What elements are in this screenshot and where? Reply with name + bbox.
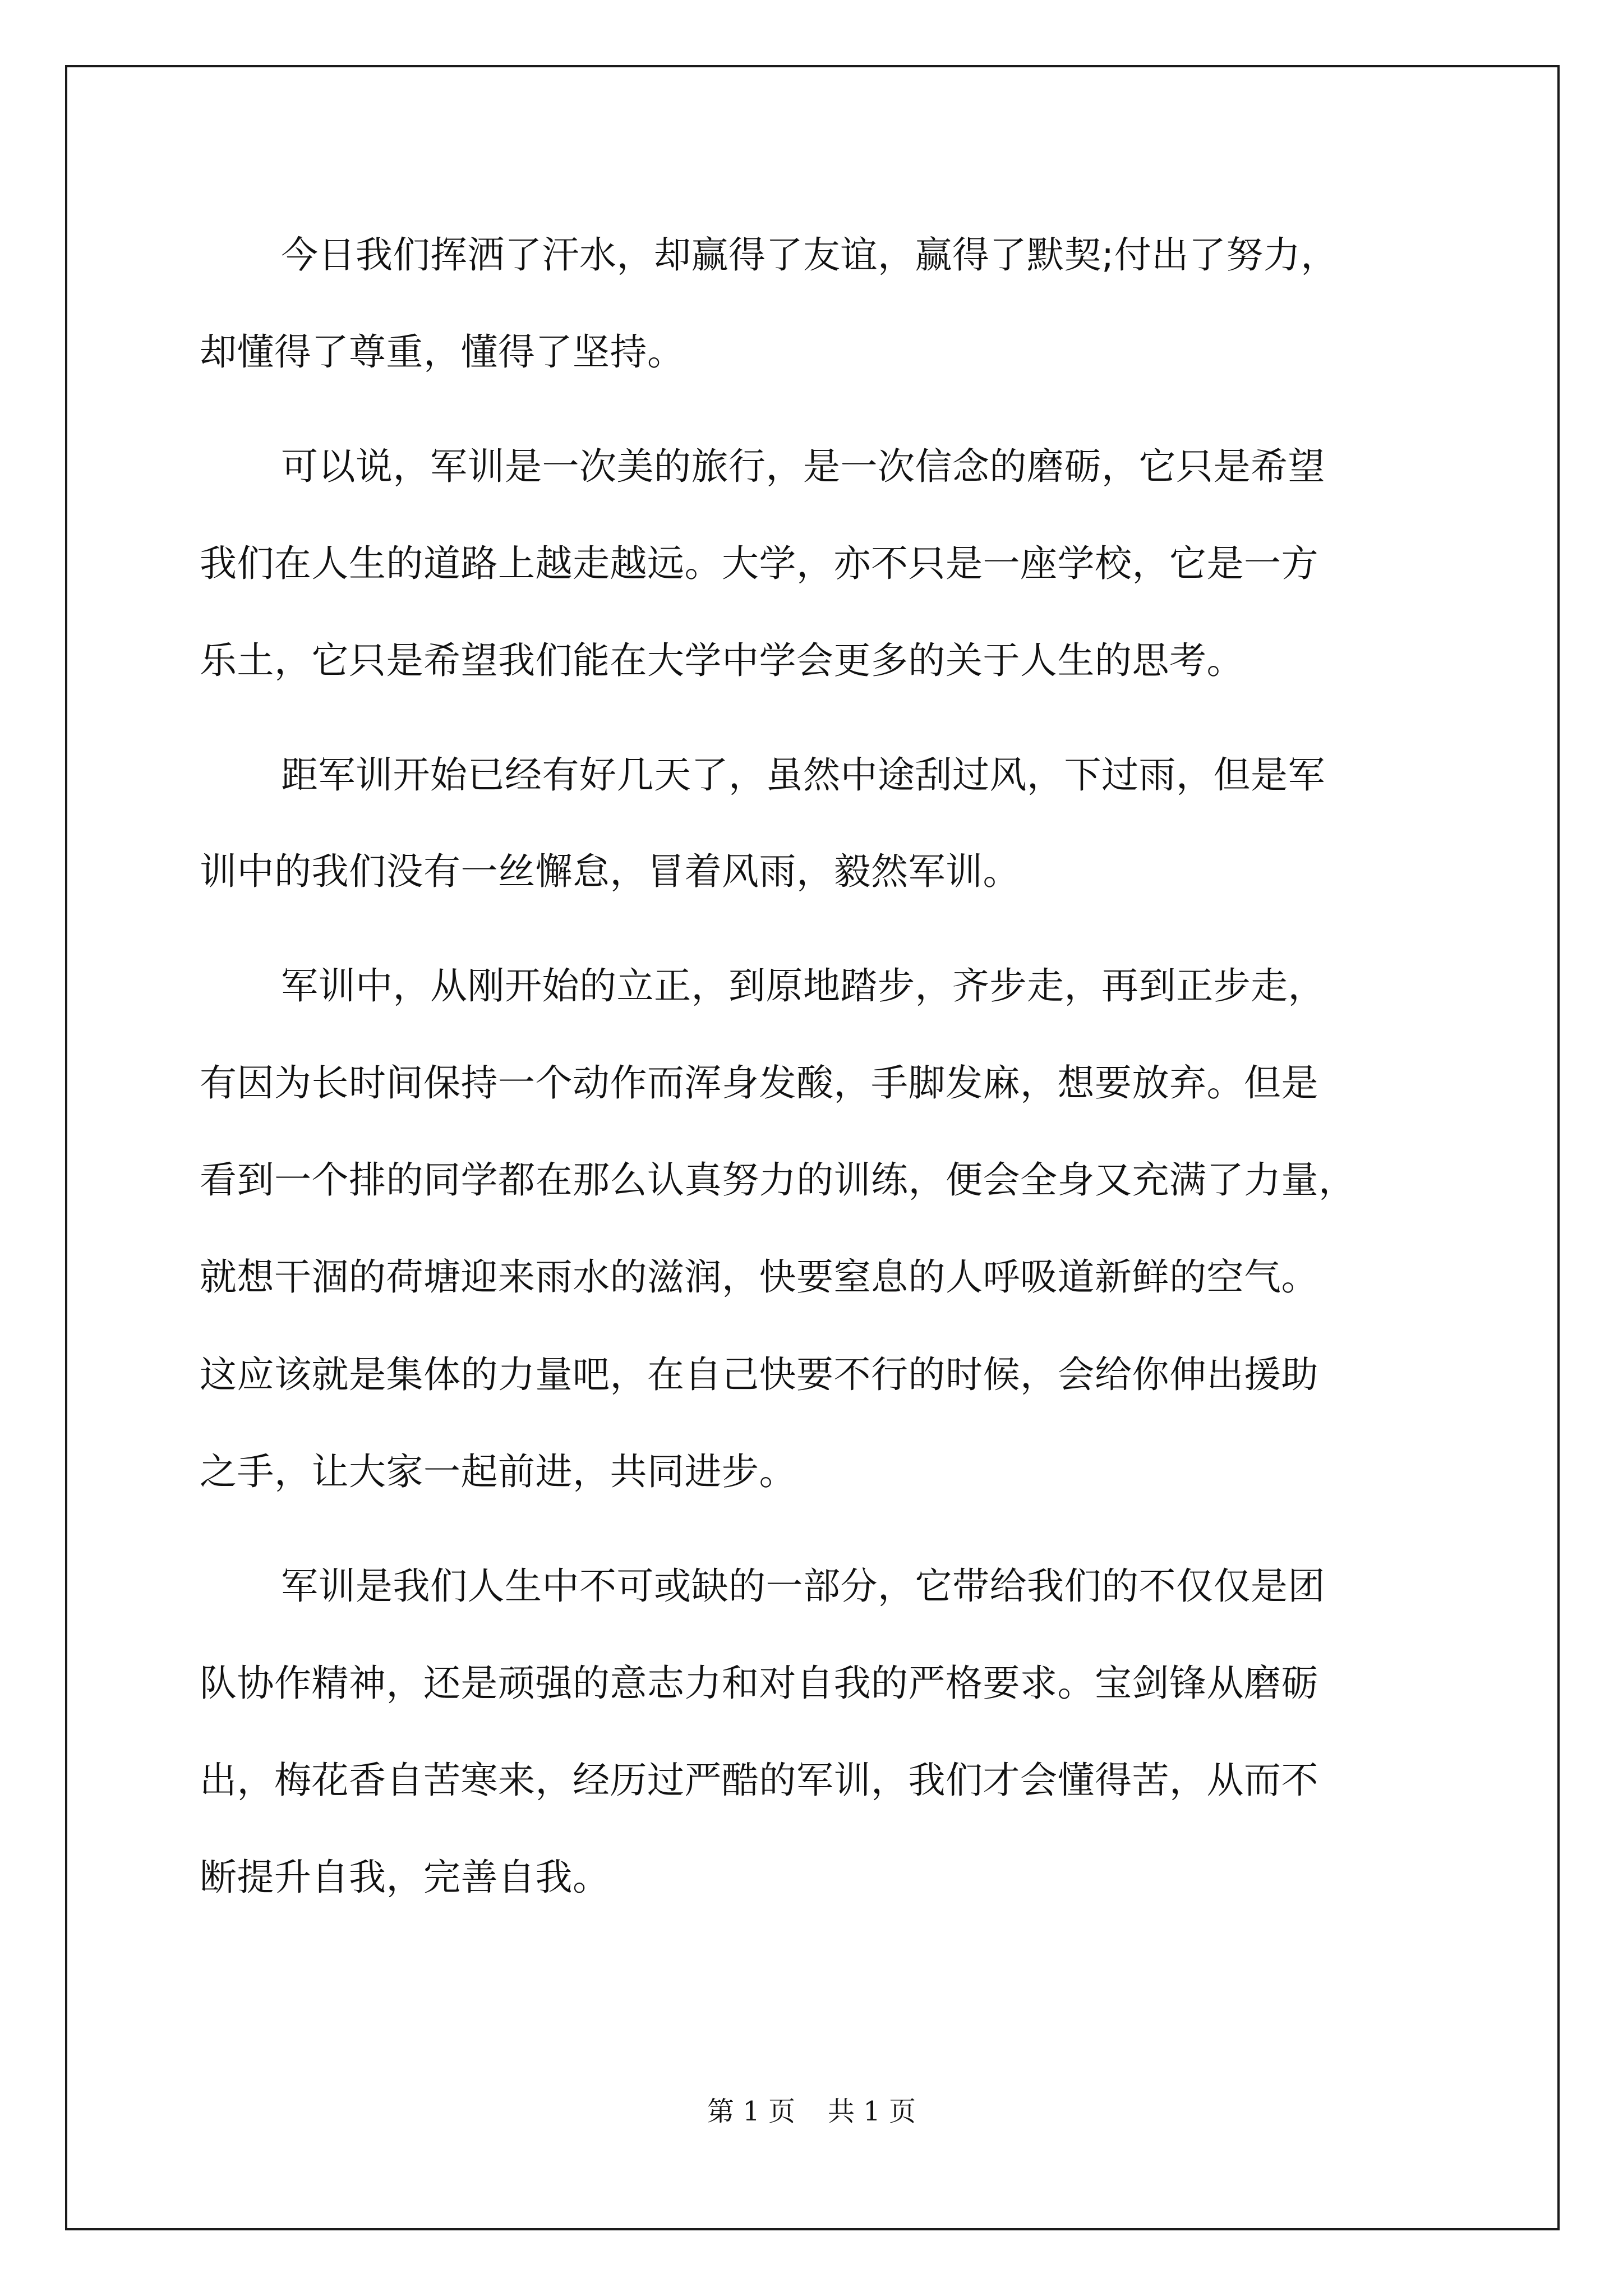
text-line: 有因为长时间保持一个动作而浑身发酸，手脚发麻，想要放弃。但是 — [200, 1061, 1318, 1105]
page-total: 共 1 页 — [828, 2096, 916, 2127]
page-footer — [0, 2090, 1623, 2128]
text-line: 队协作精神，还是顽强的意志力和对自我的严格要求。宝剑锋从磨砺 — [200, 1662, 1318, 1705]
text-line: 今日我们挥洒了汗水，却赢得了友谊，赢得了默契;付出了努力， — [281, 233, 1338, 277]
text-line: 军训中，从刚开始的立正，到原地踏步，齐步走，再到正步走， — [281, 964, 1325, 1007]
text-line: 乐土，它只是希望我们能在大学中学会更多的关于人生的思考。 — [200, 639, 1244, 682]
text-line: 距军训开始已经有好几天了，虽然中途刮过风，下过雨，但是军 — [281, 753, 1325, 797]
text-line: 就想干涸的荷塘迎来雨水的滋润，快要窒息的人呼吸道新鲜的空气。 — [200, 1255, 1318, 1299]
text-line: 之手，让大家一起前进，共同进步。 — [200, 1450, 796, 1493]
page-number: 第 1 页 — [707, 2096, 795, 2127]
text-line: 看到一个排的同学都在那么认真努力的训练，便会全身又充满了力量， — [200, 1158, 1356, 1202]
text-line: 断提升自我，完善自我。 — [200, 1856, 610, 1899]
text-line: 这应该就是集体的力量吧，在自己快要不行的时候，会给你伸出援助 — [200, 1353, 1318, 1396]
text-line: 我们在人生的道路上越走越远。大学，亦不只是一座学校，它是一方 — [200, 542, 1318, 585]
text-line: 训中的我们没有一丝懈怠，冒着风雨，毅然军训。 — [200, 850, 1020, 893]
text-line: 军训是我们人生中不可或缺的一部分，它带给我们的不仅仅是团 — [281, 1565, 1325, 1608]
text-line: 可以说，军训是一次美的旅行，是一次信念的磨砺，它只是希望 — [281, 445, 1325, 488]
text-line: 却懂得了尊重，懂得了坚持。 — [200, 330, 685, 374]
text-line: 出，梅花香自苦寒来，经历过严酷的军训，我们才会懂得苦，从而不 — [200, 1759, 1318, 1802]
